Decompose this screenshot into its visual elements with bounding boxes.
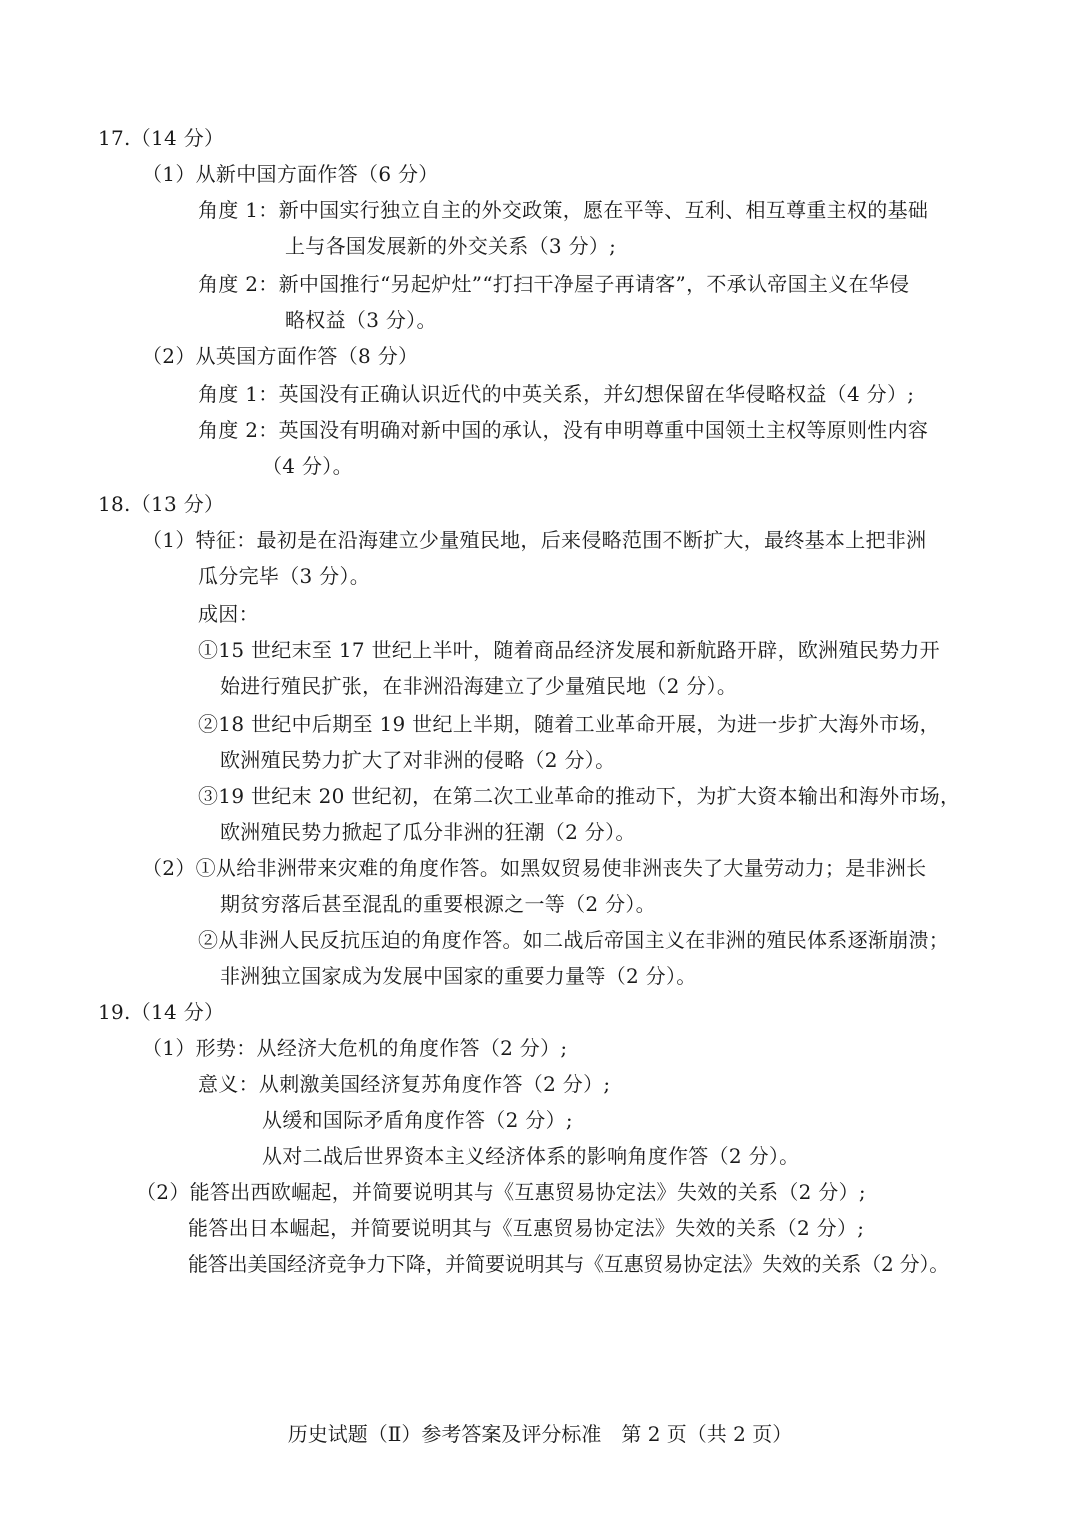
q18-heading: 18.（13 分） [98, 492, 225, 516]
q19-part2-line1: （2）能答出西欧崛起，并简要说明其与《互惠贸易协定法》失效的关系（2 分）; [136, 1180, 866, 1204]
q18-cause2-line1: ②18 世纪中后期至 19 世纪上半期，随着工业革命开展，为进一步扩大海外市场， [198, 712, 940, 736]
q18-cause3-line1: ③19 世纪末 20 世纪初，在第二次工业革命的推动下，为扩大资本输出和海外市场， [198, 784, 961, 808]
q17-part1-angle1-line1: 角度 1：新中国实行独立自主的外交政策，愿在平等、互利、相互尊重主权的基础 [198, 198, 929, 222]
q17-part2-angle2-line1: 角度 2：英国没有明确对新中国的承认，没有申明尊重中国领土主权等原则性内容 [198, 418, 929, 442]
q18-cause1-line2: 始进行殖民扩张，在非洲沿海建立了少量殖民地（2 分）。 [220, 674, 738, 698]
q19-heading: 19.（14 分） [98, 1000, 225, 1024]
q17-part2-angle2-line2: （4 分）。 [262, 454, 353, 478]
q17-part2-heading: （2）从英国方面作答（8 分） [142, 344, 419, 368]
q17-part1-heading: （1）从新中国方面作答（6 分） [142, 162, 439, 186]
q18-part2-point2-line2: 非洲独立国家成为发展中国家的重要力量等（2 分）。 [220, 964, 697, 988]
q18-part1-feature-line1: （1）特征：最初是在沿海建立少量殖民地，后来侵略范围不断扩大，最终基本上把非洲 [142, 528, 927, 552]
q18-part1-feature-line2: 瓜分完毕（3 分）。 [198, 564, 371, 588]
q18-part2-point2-line1: ②从非洲人民反抗压迫的角度作答。如二战后帝国主义在非洲的殖民体系逐渐崩溃； [198, 928, 950, 952]
q17-part1-angle2-line1: 角度 2：新中国推行“另起炉灶”“打扫干净屋子再请客”，不承认帝国主义在华侵 [198, 272, 910, 296]
q17-part2-angle1: 角度 1：英国没有正确认识近代的中英关系，并幻想保留在华侵略权益（4 分）; [198, 382, 915, 406]
q18-cause2-line2: 欧洲殖民势力扩大了对非洲的侵略（2 分）。 [220, 748, 616, 772]
q18-cause3-line2: 欧洲殖民势力掀起了瓜分非洲的狂潮（2 分）。 [220, 820, 636, 844]
q18-part2-point1-line2: 期贫穷落后甚至混乱的重要根源之一等（2 分）。 [220, 892, 656, 916]
q17-heading: 17.（14 分） [98, 126, 225, 150]
q19-part2-line3: 能答出美国经济竞争力下降，并简要说明其与《互惠贸易协定法》失效的关系（2 分）。 [188, 1252, 950, 1276]
page-footer: 历史试题（Ⅱ）参考答案及评分标准 第 2 页（共 2 页） [287, 1422, 793, 1446]
q19-part2-line2: 能答出日本崛起，并简要说明其与《互惠贸易协定法》失效的关系（2 分）; [188, 1216, 865, 1240]
q18-part1-cause-heading: 成因： [198, 602, 259, 626]
q19-part1-meaning-2: 从缓和国际矛盾角度作答（2 分）; [262, 1108, 573, 1132]
q18-cause1-line1: ①15 世纪末至 17 世纪上半叶，随着商品经济发展和新航路开辟，欧洲殖民势力开 [198, 638, 940, 662]
q19-part1-meaning: 意义：从刺激美国经济复苏角度作答（2 分）; [198, 1072, 611, 1096]
q19-part1-meaning-3: 从对二战后世界资本主义经济体系的影响角度作答（2 分）。 [262, 1144, 800, 1168]
q19-part1-situation: （1）形势：从经济大危机的角度作答（2 分）; [142, 1036, 568, 1060]
q18-part2-point1-line1: （2）①从给非洲带来灾难的角度作答。如黑奴贸易使非洲丧失了大量劳动力；是非洲长 [142, 856, 927, 880]
q17-part1-angle1-line2: 上与各国发展新的外交关系（3 分）; [285, 234, 617, 258]
q17-part1-angle2-line2: 略权益（3 分）。 [285, 308, 437, 332]
